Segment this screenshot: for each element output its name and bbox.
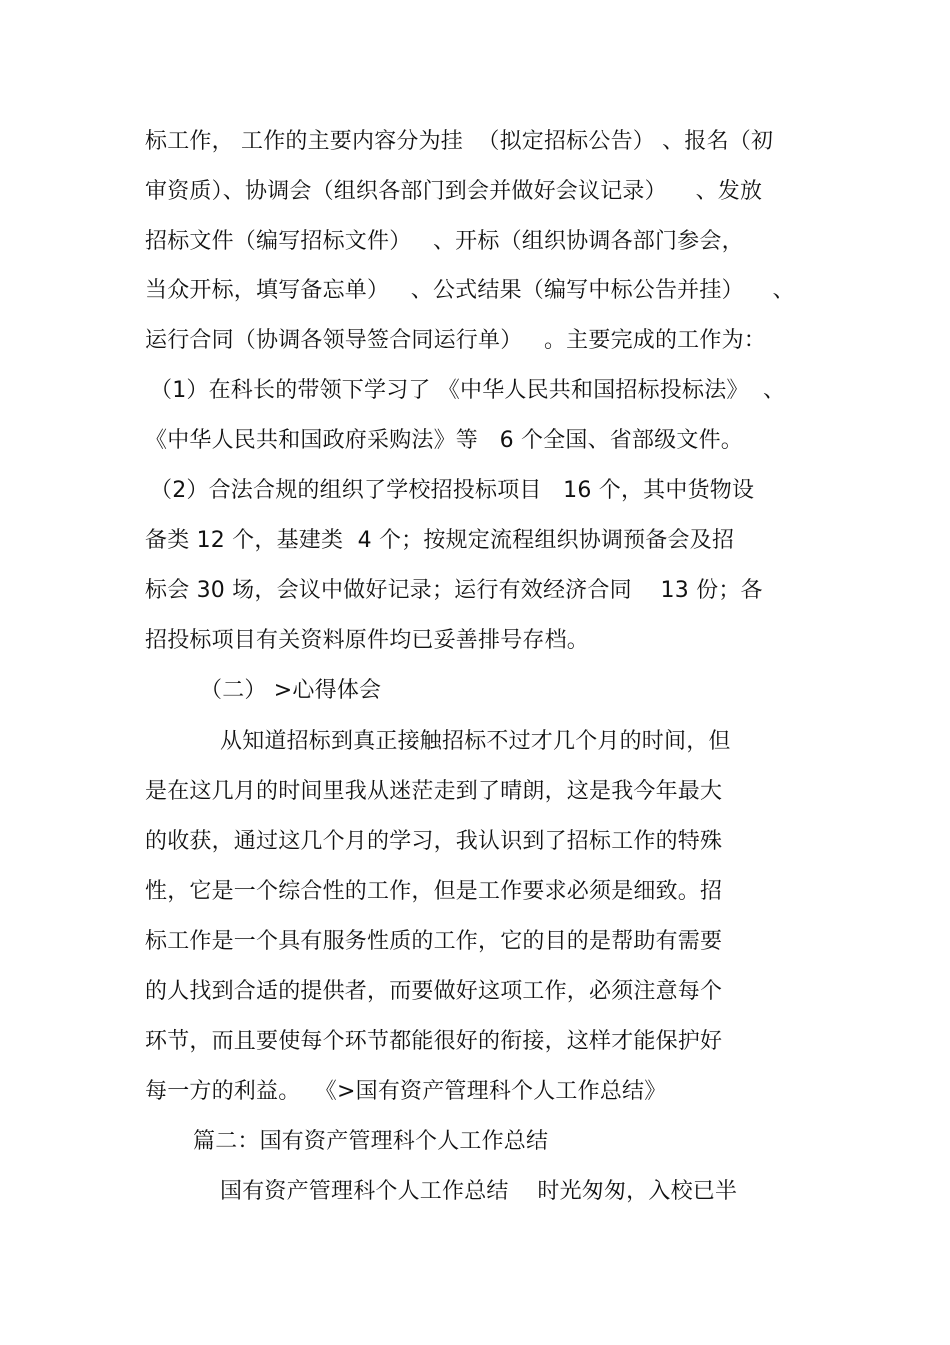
- text-line: 《中华人民共和国政府采购法》等 6 个全国、省部级文件。: [145, 428, 743, 453]
- text-line: 标工作， 工作的主要内容分为挂 （拟定招标公告） 、报名（初: [145, 129, 774, 154]
- article-heading: 篇二：国有资产管理科个人工作总结: [193, 1129, 549, 1154]
- text-line: （1）在科长的带领下学习了 《中华人民共和国招标投标法》 、: [150, 378, 786, 403]
- section-heading: （二） >心得体会: [200, 678, 382, 703]
- text-line: 是在这几月的时间里我从迷茫走到了晴朗，这是我今年最大: [145, 779, 723, 804]
- text-line: 的人找到合适的提供者，而要做好这项工作，必须注意每个: [145, 979, 723, 1004]
- text-line: 运行合同（协调各领导签合同运行单） 。主要完成的工作为：: [145, 328, 766, 353]
- text-line: （2）合法合规的组织了学校招投标项目 16 个，其中货物设: [150, 478, 755, 503]
- text-line: 备类 12 个，基建类 4 个；按规定流程组织协调预备会及招: [145, 528, 735, 553]
- text-line: 招标文件（编写招标文件） 、开标（组织协调各部门参会，: [145, 229, 744, 254]
- text-line: 国有资产管理科个人工作总结 时光匆匆，入校已半: [220, 1179, 738, 1204]
- text-line: 当众开标，填写备忘单） 、公式结果（编写中标公告并挂） 、: [145, 278, 795, 303]
- text-line: 的收获，通过这几个月的学习，我认识到了招标工作的特殊: [145, 829, 723, 854]
- text-line: 审资质）、协调会（组织各部门到会并做好会议记录） 、发放: [145, 179, 763, 204]
- text-line: 从知道招标到真正接触招标不过才几个月的时间，但: [220, 729, 731, 754]
- text-line: 环节，而且要使每个环节都能很好的衔接，这样才能保护好: [145, 1029, 723, 1054]
- text-line: 招投标项目有关资料原件均已妥善排号存档。: [145, 628, 590, 653]
- text-line: 标会 30 场，会议中做好记录；运行有效经济合同 13 份；各: [145, 578, 763, 603]
- text-line: 标工作是一个具有服务性质的工作，它的目的是帮助有需要: [145, 929, 723, 954]
- text-line: 性，它是一个综合性的工作，但是工作要求必须是细致。招: [145, 879, 723, 904]
- text-line: 每一方的利益。 《>国有资产管理科个人工作总结》: [145, 1079, 667, 1104]
